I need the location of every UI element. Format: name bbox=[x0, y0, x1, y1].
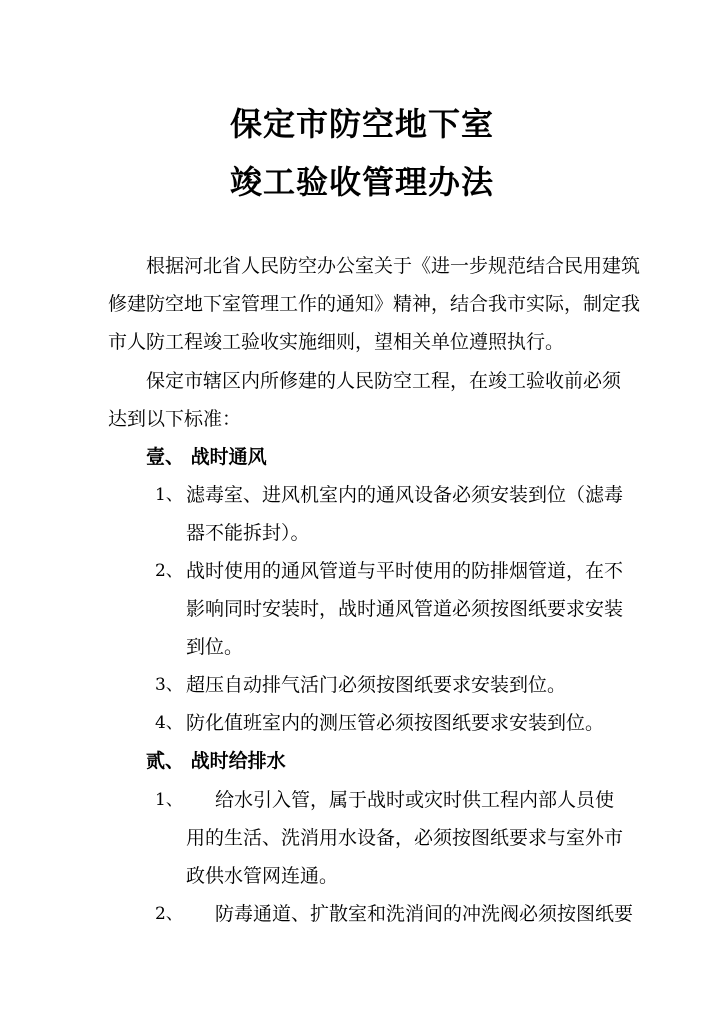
standard-line-2: 达到以下标准： bbox=[108, 408, 242, 430]
document-title-line-2: 竣工验收管理办法 bbox=[229, 163, 494, 201]
section-1-item-2-number: 2、 bbox=[155, 561, 183, 581]
intro-line-1: 根据河北省人民防空办公室关于《进一步规范结合民用建筑 bbox=[146, 255, 641, 277]
section-1-item-2-line-2: 影响同时安装时，战时通风管道必须按图纸要求安装 bbox=[186, 598, 624, 620]
section-2-item-2-line-1: 防毒通道、扩散室和洗消间的冲洗阀必须按图纸要 bbox=[215, 903, 634, 925]
section-1-item-1-number: 1、 bbox=[155, 485, 183, 505]
section-2-item-1-number: 1、 bbox=[155, 790, 183, 810]
section-2-item-1-line-1: 给水引入管，属于战时或灾时供工程内部人员使 bbox=[215, 789, 615, 811]
section-2-item-1-line-3: 政供水管网连通。 bbox=[186, 865, 339, 887]
standard-line-1: 保定市辖区内所修建的人民防空工程，在竣工验收前必须 bbox=[146, 370, 622, 392]
section-1-item-4-line-1: 防化值班室内的测压管必须按图纸要求安装到位。 bbox=[186, 712, 605, 734]
section-2-heading: 贰、 战时给排水 bbox=[146, 750, 286, 772]
section-2-item-1-line-2: 用的生活、洗消用水设备，必须按图纸要求与室外市 bbox=[186, 827, 624, 849]
section-1-item-2-line-3: 到位。 bbox=[186, 636, 244, 658]
section-1-item-1-line-2: 器不能拆封）。 bbox=[186, 522, 310, 544]
section-1-item-4-number: 4、 bbox=[155, 713, 183, 733]
intro-line-2: 修建防空地下室管理工作的通知》精神，结合我市实际，制定我 bbox=[108, 293, 641, 315]
section-1-heading: 壹、 战时通风 bbox=[146, 446, 267, 468]
section-1-item-3-number: 3、 bbox=[155, 675, 183, 695]
section-2-item-2-number: 2、 bbox=[155, 904, 183, 924]
section-1-item-1-line-1: 滤毒室、进风机室内的通风设备必须安装到位（滤毒 bbox=[186, 484, 624, 506]
document-title-line-1: 保定市防空地下室 bbox=[229, 105, 494, 143]
section-1-item-3-line-1: 超压自动排气活门必须按图纸要求安装到位。 bbox=[186, 674, 567, 696]
intro-line-3: 市人防工程竣工验收实施细则，望相关单位遵照执行。 bbox=[108, 331, 565, 353]
section-1-item-2-line-1: 战时使用的通风管道与平时使用的防排烟管道，在不 bbox=[186, 560, 624, 582]
